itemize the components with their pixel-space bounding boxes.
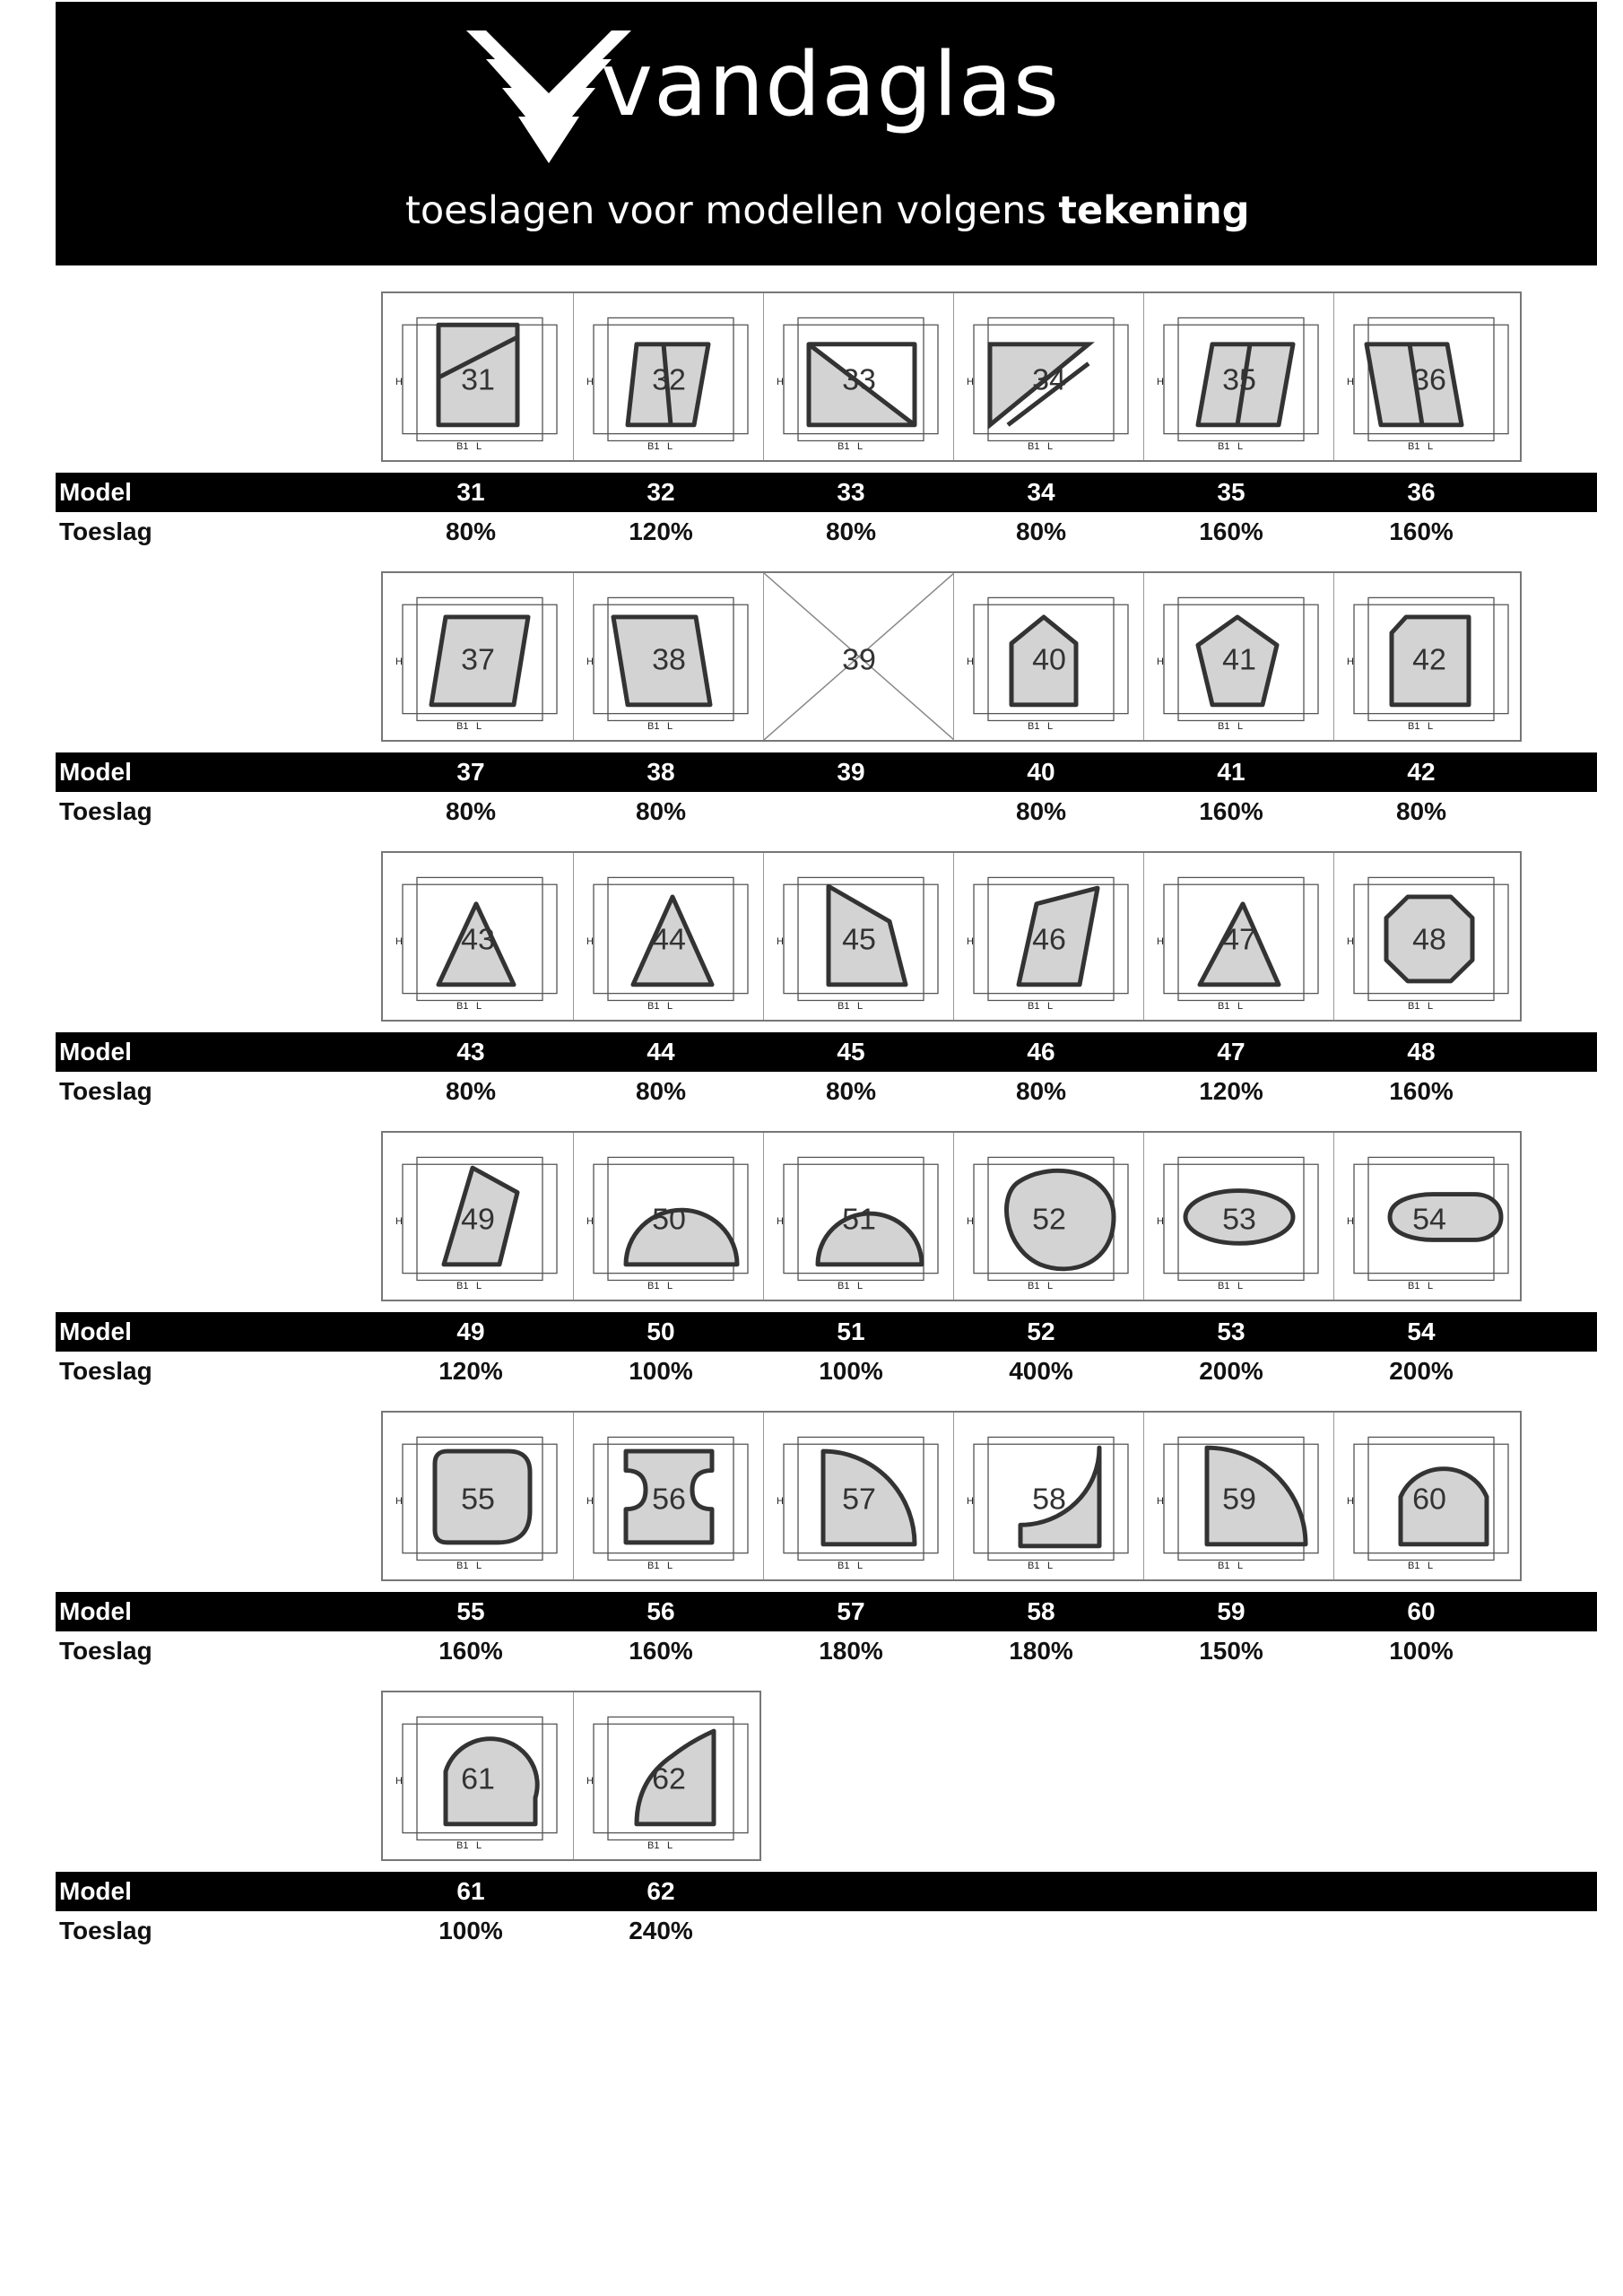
svg-text:B1: B1 xyxy=(1218,441,1230,453)
svg-text:H: H xyxy=(395,376,403,387)
toeslag-value: 100% xyxy=(629,1357,693,1385)
svg-text:B1: B1 xyxy=(647,721,660,733)
drawing-strip xyxy=(381,1131,1522,1301)
shape-drawing xyxy=(383,573,573,740)
toeslag-value: 120% xyxy=(629,517,693,545)
toeslag-value: 100% xyxy=(438,1917,503,1944)
model-number-label: 38 xyxy=(652,643,686,677)
model-drawing-59 xyxy=(1143,1413,1334,1579)
shape-drawing xyxy=(1334,1133,1524,1300)
shape-drawing xyxy=(954,293,1144,460)
model-row xyxy=(56,1872,1597,1911)
svg-text:B1: B1 xyxy=(647,1840,660,1852)
svg-text:H: H xyxy=(967,1215,974,1227)
svg-text:B1: B1 xyxy=(647,1281,660,1292)
shape-drawing xyxy=(764,293,954,460)
svg-text:B1: B1 xyxy=(1028,721,1040,733)
toeslag-value: 200% xyxy=(1199,1357,1263,1385)
shape-drawing xyxy=(574,1413,764,1579)
model-number: 34 xyxy=(1027,478,1055,506)
svg-text:B1: B1 xyxy=(647,1561,660,1572)
model-label: Model xyxy=(59,478,132,506)
model-number: 37 xyxy=(456,758,485,786)
model-label: Model xyxy=(59,1877,132,1905)
svg-text:B1: B1 xyxy=(1408,1561,1420,1572)
svg-text:L: L xyxy=(667,1281,673,1292)
model-drawing-56 xyxy=(573,1413,764,1579)
toeslag-value: 160% xyxy=(1389,1077,1454,1105)
svg-text:B1: B1 xyxy=(1028,1561,1040,1572)
svg-text:L: L xyxy=(476,1281,482,1292)
svg-text:B1: B1 xyxy=(1028,1281,1040,1292)
svg-text:L: L xyxy=(1428,721,1434,733)
model-number: 52 xyxy=(1027,1318,1055,1345)
svg-text:H: H xyxy=(1157,935,1164,947)
svg-text:B1: B1 xyxy=(1028,1001,1040,1013)
svg-text:B1: B1 xyxy=(838,1281,850,1292)
model-number: 42 xyxy=(1407,758,1436,786)
model-drawing-54 xyxy=(1333,1133,1524,1300)
model-drawing-43 xyxy=(383,853,573,1020)
toeslag-value: 120% xyxy=(1199,1077,1263,1105)
shape-drawing xyxy=(383,1413,573,1579)
svg-text:H: H xyxy=(395,1495,403,1507)
svg-text:H: H xyxy=(395,1775,403,1787)
svg-text:H: H xyxy=(1157,1215,1164,1227)
shape-drawing xyxy=(764,573,954,740)
svg-text:H: H xyxy=(1347,1215,1354,1227)
model-number: 57 xyxy=(837,1597,865,1625)
toeslag-value: 160% xyxy=(438,1637,503,1665)
svg-text:L: L xyxy=(476,721,482,733)
model-number: 38 xyxy=(647,758,675,786)
svg-text:L: L xyxy=(1047,1281,1054,1292)
model-number-label: 54 xyxy=(1412,1203,1446,1237)
shape-drawing xyxy=(954,1133,1144,1300)
model-drawing-58 xyxy=(953,1413,1144,1579)
svg-text:H: H xyxy=(395,656,403,667)
model-number: 62 xyxy=(647,1877,675,1905)
shape-drawing xyxy=(1144,293,1334,460)
model-drawing-57 xyxy=(763,1413,954,1579)
model-number: 45 xyxy=(837,1038,865,1065)
svg-text:B1: B1 xyxy=(647,441,660,453)
svg-text:L: L xyxy=(667,441,673,453)
toeslag-value: 80% xyxy=(825,517,877,545)
model-number: 32 xyxy=(647,478,675,506)
toeslag-value: 120% xyxy=(438,1357,503,1385)
toeslag-value: 80% xyxy=(825,1077,877,1105)
model-number-label: 44 xyxy=(652,923,686,957)
model-number: 49 xyxy=(456,1318,485,1345)
model-drawing-62 xyxy=(573,1692,764,1859)
model-number: 59 xyxy=(1217,1597,1245,1625)
model-number-label: 61 xyxy=(461,1762,495,1796)
shape-drawing xyxy=(574,853,764,1020)
toeslag-value: 80% xyxy=(635,1077,687,1105)
model-number-label: 37 xyxy=(461,643,495,677)
svg-text:B1: B1 xyxy=(1218,1561,1230,1572)
model-drawing-61 xyxy=(383,1692,573,1859)
model-drawing-38 xyxy=(573,573,764,740)
shape-drawing xyxy=(1334,853,1524,1020)
toeslag-value: 160% xyxy=(629,1637,693,1665)
toeslag-value: 160% xyxy=(1199,797,1263,825)
svg-text:H: H xyxy=(777,376,784,387)
model-label: Model xyxy=(59,758,132,786)
svg-text:H: H xyxy=(967,935,974,947)
svg-text:H: H xyxy=(1347,376,1354,387)
model-number: 61 xyxy=(456,1877,485,1905)
model-drawing-44 xyxy=(573,853,764,1020)
model-number-label: 31 xyxy=(461,363,495,397)
svg-text:H: H xyxy=(1347,1495,1354,1507)
model-drawing-39 xyxy=(763,573,954,740)
model-number-label: 51 xyxy=(842,1203,876,1237)
model-number: 47 xyxy=(1217,1038,1245,1065)
svg-text:L: L xyxy=(857,1561,864,1572)
svg-text:L: L xyxy=(1047,721,1054,733)
svg-text:H: H xyxy=(967,1495,974,1507)
model-drawing-42 xyxy=(1333,573,1524,740)
model-number: 33 xyxy=(837,478,865,506)
model-drawing-55 xyxy=(383,1413,573,1579)
model-number-label: 59 xyxy=(1222,1483,1256,1517)
shape-drawing xyxy=(1144,853,1334,1020)
shape-drawing xyxy=(954,853,1144,1020)
model-number: 53 xyxy=(1217,1318,1245,1345)
model-drawing-49 xyxy=(383,1133,573,1300)
toeslag-value: 150% xyxy=(1199,1637,1263,1665)
svg-text:B1: B1 xyxy=(1408,1001,1420,1013)
model-drawing-35 xyxy=(1143,293,1334,460)
model-row xyxy=(56,1312,1597,1352)
toeslag-value: 180% xyxy=(819,1637,883,1665)
drawing-strip xyxy=(381,1411,1522,1581)
model-number-label: 53 xyxy=(1222,1203,1256,1237)
shape-drawing xyxy=(764,1133,954,1300)
shape-drawing xyxy=(1334,1413,1524,1579)
svg-text:L: L xyxy=(667,1001,673,1013)
toeslag-value: 100% xyxy=(819,1357,883,1385)
shape-drawing xyxy=(574,573,764,740)
model-drawing-45 xyxy=(763,853,954,1020)
svg-text:L: L xyxy=(857,1001,864,1013)
svg-text:L: L xyxy=(1047,441,1054,453)
svg-text:B1: B1 xyxy=(838,1561,850,1572)
toeslag-value: 80% xyxy=(445,517,497,545)
model-label: Model xyxy=(59,1597,132,1625)
toeslag-row xyxy=(56,1913,1597,1949)
shape-drawing xyxy=(1144,1133,1334,1300)
shape-drawing xyxy=(383,293,573,460)
model-drawing-53 xyxy=(1143,1133,1334,1300)
toeslag-row xyxy=(56,1074,1597,1109)
model-number: 56 xyxy=(647,1597,675,1625)
svg-text:L: L xyxy=(476,1840,482,1852)
toeslag-value: 160% xyxy=(1389,517,1454,545)
model-drawing-34 xyxy=(953,293,1144,460)
model-drawing-48 xyxy=(1333,853,1524,1020)
model-number-label: 39 xyxy=(842,643,876,677)
toeslag-label: Toeslag xyxy=(59,517,152,545)
shape-drawing xyxy=(1334,293,1524,460)
model-number-label: 47 xyxy=(1222,923,1256,957)
svg-text:H: H xyxy=(1347,935,1354,947)
model-number: 40 xyxy=(1027,758,1055,786)
shape-drawing xyxy=(1144,1413,1334,1579)
model-number: 35 xyxy=(1217,478,1245,506)
svg-text:B1: B1 xyxy=(1218,1001,1230,1013)
model-number: 39 xyxy=(837,758,865,786)
svg-text:L: L xyxy=(1428,1281,1434,1292)
svg-text:L: L xyxy=(1428,1561,1434,1572)
svg-text:H: H xyxy=(1157,656,1164,667)
svg-text:L: L xyxy=(476,1001,482,1013)
toeslag-row xyxy=(56,1353,1597,1389)
svg-text:L: L xyxy=(1428,441,1434,453)
shape-drawing xyxy=(1334,573,1524,740)
model-number: 36 xyxy=(1407,478,1436,506)
model-number-label: 62 xyxy=(652,1762,686,1796)
svg-text:H: H xyxy=(586,376,594,387)
svg-text:L: L xyxy=(1047,1001,1054,1013)
toeslag-value: 200% xyxy=(1389,1357,1454,1385)
svg-text:H: H xyxy=(395,935,403,947)
model-drawing-31 xyxy=(383,293,573,460)
model-number: 50 xyxy=(647,1318,675,1345)
svg-text:L: L xyxy=(857,441,864,453)
svg-text:H: H xyxy=(1347,656,1354,667)
toeslag-value: 160% xyxy=(1199,517,1263,545)
model-row xyxy=(56,752,1597,792)
svg-text:H: H xyxy=(967,376,974,387)
toeslag-value: 80% xyxy=(445,797,497,825)
model-drawing-52 xyxy=(953,1133,1144,1300)
shape-drawing xyxy=(574,1133,764,1300)
shape-drawing xyxy=(383,1692,573,1859)
svg-text:B1: B1 xyxy=(838,1001,850,1013)
drawing-strip xyxy=(381,1691,761,1861)
toeslag-value: 80% xyxy=(1015,517,1067,545)
model-label: Model xyxy=(59,1318,132,1345)
model-number-label: 42 xyxy=(1412,643,1446,677)
svg-text:L: L xyxy=(1237,1001,1244,1013)
shape-drawing xyxy=(383,1133,573,1300)
model-number-label: 58 xyxy=(1032,1483,1066,1517)
model-number: 43 xyxy=(456,1038,485,1065)
header xyxy=(56,2,1597,265)
model-row xyxy=(56,1592,1597,1631)
toeslag-row xyxy=(56,794,1597,830)
model-number: 58 xyxy=(1027,1597,1055,1625)
model-number-label: 41 xyxy=(1222,643,1256,677)
brand-name: vandaglas xyxy=(601,34,1060,136)
model-number: 60 xyxy=(1407,1597,1436,1625)
page-subtitle xyxy=(405,188,1250,233)
toeslag-label: Toeslag xyxy=(59,1917,152,1944)
model-number: 48 xyxy=(1407,1038,1436,1065)
model-number-label: 60 xyxy=(1412,1483,1446,1517)
svg-text:B1: B1 xyxy=(647,1001,660,1013)
model-number-label: 34 xyxy=(1032,363,1066,397)
shape-drawing xyxy=(764,853,954,1020)
model-drawing-36 xyxy=(1333,293,1524,460)
model-label: Model xyxy=(59,1038,132,1065)
model-number-label: 32 xyxy=(652,363,686,397)
svg-text:L: L xyxy=(667,721,673,733)
svg-text:B1: B1 xyxy=(1408,441,1420,453)
model-number-label: 33 xyxy=(842,363,876,397)
svg-text:H: H xyxy=(586,935,594,947)
toeslag-value: 180% xyxy=(1009,1637,1073,1665)
svg-text:B1: B1 xyxy=(1028,441,1040,453)
toeslag-label: Toeslag xyxy=(59,797,152,825)
model-drawing-37 xyxy=(383,573,573,740)
shape-drawing xyxy=(574,293,764,460)
model-drawing-47 xyxy=(1143,853,1334,1020)
drawing-strip xyxy=(381,851,1522,1022)
model-drawing-60 xyxy=(1333,1413,1524,1579)
svg-text:H: H xyxy=(777,935,784,947)
svg-text:B1: B1 xyxy=(1218,1281,1230,1292)
svg-text:H: H xyxy=(777,1215,784,1227)
shape-drawing xyxy=(954,573,1144,740)
toeslag-row xyxy=(56,514,1597,550)
svg-text:L: L xyxy=(1237,1281,1244,1292)
model-number: 44 xyxy=(647,1038,675,1065)
svg-text:H: H xyxy=(777,1495,784,1507)
model-number-label: 49 xyxy=(461,1203,495,1237)
toeslag-value: 80% xyxy=(1015,797,1067,825)
shape-drawing xyxy=(954,1413,1144,1579)
shape-drawing xyxy=(764,1413,954,1579)
model-number-label: 46 xyxy=(1032,923,1066,957)
model-drawing-50 xyxy=(573,1133,764,1300)
model-number-label: 45 xyxy=(842,923,876,957)
svg-text:B1: B1 xyxy=(456,1001,469,1013)
model-number: 54 xyxy=(1407,1318,1436,1345)
svg-text:L: L xyxy=(476,441,482,453)
svg-text:L: L xyxy=(1237,1561,1244,1572)
model-number-label: 48 xyxy=(1412,923,1446,957)
subtitle-bold: tekening xyxy=(1058,188,1250,233)
svg-text:B1: B1 xyxy=(456,441,469,453)
svg-text:H: H xyxy=(586,656,594,667)
svg-text:L: L xyxy=(1047,1561,1054,1572)
model-number-label: 52 xyxy=(1032,1203,1066,1237)
toeslag-value: 240% xyxy=(629,1917,693,1944)
svg-text:H: H xyxy=(395,1215,403,1227)
toeslag-row xyxy=(56,1633,1597,1669)
svg-text:H: H xyxy=(967,656,974,667)
drawing-strip xyxy=(381,571,1522,742)
shape-drawing xyxy=(1144,573,1334,740)
toeslag-value: 400% xyxy=(1009,1357,1073,1385)
model-number: 46 xyxy=(1027,1038,1055,1065)
model-drawing-33 xyxy=(763,293,954,460)
svg-text:L: L xyxy=(476,1561,482,1572)
model-drawing-32 xyxy=(573,293,764,460)
model-drawing-40 xyxy=(953,573,1144,740)
svg-text:L: L xyxy=(1237,441,1244,453)
svg-text:L: L xyxy=(667,1840,673,1852)
svg-text:B1: B1 xyxy=(456,1840,469,1852)
model-drawing-41 xyxy=(1143,573,1334,740)
svg-text:B1: B1 xyxy=(838,441,850,453)
svg-text:H: H xyxy=(586,1215,594,1227)
toeslag-label: Toeslag xyxy=(59,1637,152,1665)
svg-text:B1: B1 xyxy=(1408,721,1420,733)
model-number: 51 xyxy=(837,1318,865,1345)
toeslag-value: 80% xyxy=(635,797,687,825)
toeslag-label: Toeslag xyxy=(59,1077,152,1105)
model-drawing-51 xyxy=(763,1133,954,1300)
shape-drawing xyxy=(383,853,573,1020)
subtitle-text: toeslagen voor modellen volgens xyxy=(405,188,1046,233)
model-number-label: 43 xyxy=(461,923,495,957)
svg-text:B1: B1 xyxy=(456,1561,469,1572)
model-number: 55 xyxy=(456,1597,485,1625)
svg-text:B1: B1 xyxy=(456,721,469,733)
svg-text:H: H xyxy=(586,1775,594,1787)
toeslag-value: 80% xyxy=(445,1077,497,1105)
model-row xyxy=(56,473,1597,512)
toeslag-value: 80% xyxy=(1395,797,1447,825)
svg-text:L: L xyxy=(857,1281,864,1292)
model-number-label: 35 xyxy=(1222,363,1256,397)
model-drawing-46 xyxy=(953,853,1144,1020)
model-number-label: 56 xyxy=(652,1483,686,1517)
svg-text:L: L xyxy=(1237,721,1244,733)
drawing-strip xyxy=(381,291,1522,462)
svg-text:L: L xyxy=(1428,1001,1434,1013)
model-number-label: 57 xyxy=(842,1483,876,1517)
model-number-label: 50 xyxy=(652,1203,686,1237)
svg-text:B1: B1 xyxy=(1408,1281,1420,1292)
toeslag-value: 100% xyxy=(1389,1637,1454,1665)
model-number-label: 40 xyxy=(1032,643,1066,677)
svg-text:H: H xyxy=(1157,376,1164,387)
toeslag-value: 80% xyxy=(1015,1077,1067,1105)
toeslag-label: Toeslag xyxy=(59,1357,152,1385)
svg-text:L: L xyxy=(667,1561,673,1572)
svg-text:B1: B1 xyxy=(456,1281,469,1292)
model-number-label: 55 xyxy=(461,1483,495,1517)
model-number: 31 xyxy=(456,478,485,506)
svg-text:H: H xyxy=(1157,1495,1164,1507)
model-number: 41 xyxy=(1217,758,1245,786)
model-row xyxy=(56,1032,1597,1072)
model-number-label: 36 xyxy=(1412,363,1446,397)
svg-text:B1: B1 xyxy=(1218,721,1230,733)
shape-drawing xyxy=(574,1692,764,1859)
svg-text:H: H xyxy=(586,1495,594,1507)
